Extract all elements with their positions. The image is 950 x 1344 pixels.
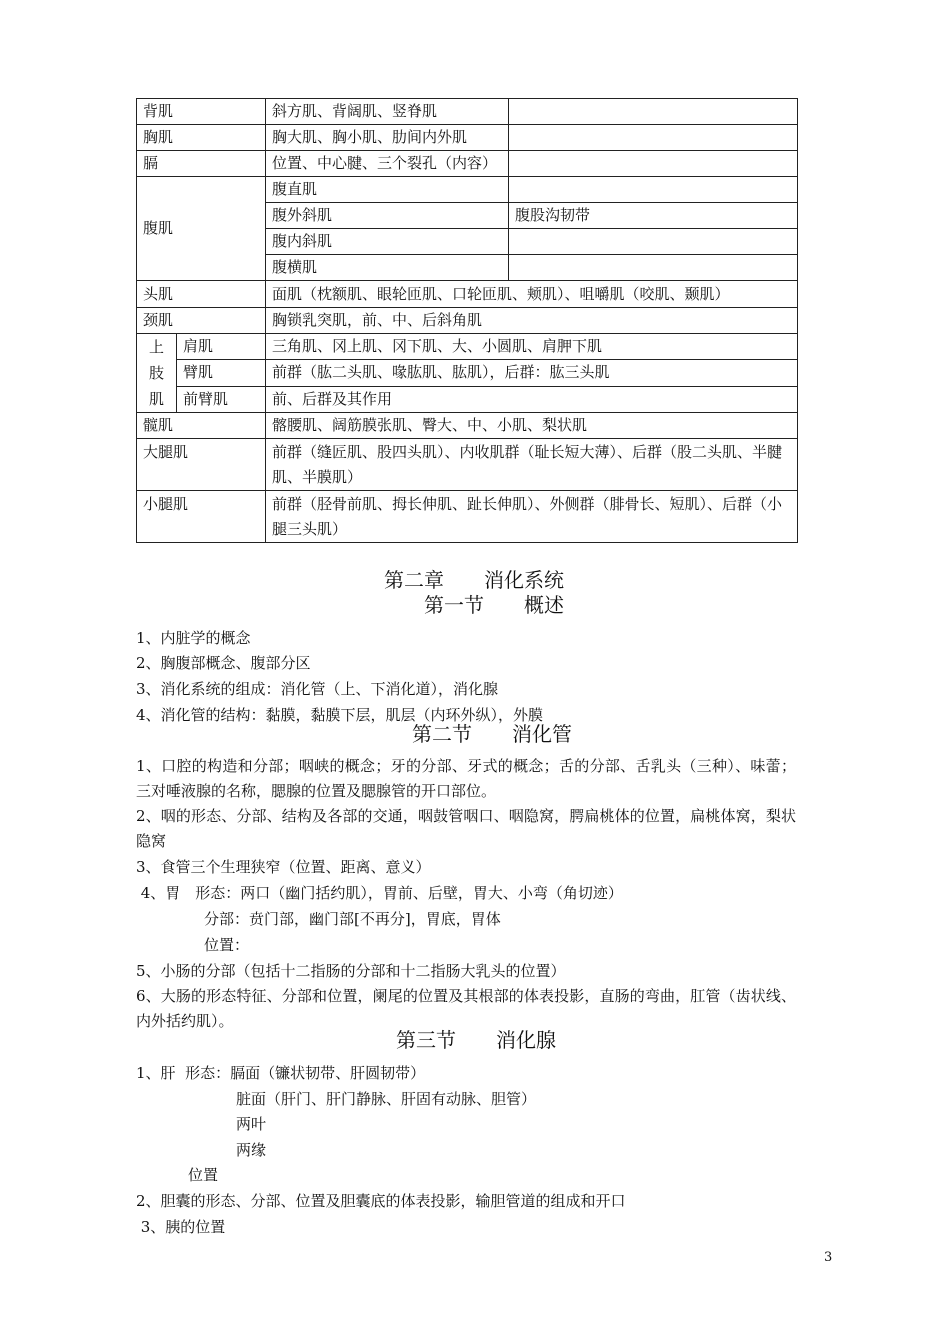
muscle-extra	[509, 177, 798, 203]
list-item: 脏面（肝门、肝门静脉、肝固有动脉、胆管）	[236, 1090, 537, 1108]
muscle-name: 大腿肌	[137, 439, 266, 491]
list-item: 2、胸腹部概念、腹部分区	[136, 654, 311, 672]
muscle-name: 前臂肌	[177, 386, 266, 412]
muscle-content: 胸锁乳突肌，前、中、后斜角肌	[266, 308, 798, 334]
upper-limb-char: 肌	[148, 390, 164, 408]
list-item: 5、小肠的分部（包括十二指肠的分部和十二指肠大乳头的位置）	[136, 962, 566, 980]
muscle-name: 腹肌	[137, 177, 266, 281]
list-item: 2、胆囊的形态、分部、位置及胆囊底的体表投影，输胆管道的组成和开口	[136, 1192, 626, 1210]
list-item: 4、消化管的结构：黏膜，黏膜下层，肌层（内环外纵），外膜	[136, 706, 544, 724]
list-item: 1、内脏学的概念	[136, 629, 251, 647]
muscle-content: 三角肌、冈上肌、冈下肌、大、小圆肌、肩胛下肌	[266, 334, 798, 360]
paragraph: 2、咽的形态、分部、结构及各部的交通，咽鼓管咽口、咽隐窝，腭扁桃体的位置，扁桃体窝，梨状隐窝	[136, 807, 796, 850]
paragraph: 6、大肠的形态特征、分部和位置，阑尾的位置及其根部的体表投影，直肠的弯曲，肛管（齿状线、内外括约肌）。	[136, 987, 796, 1030]
list-item: 1、肝 形态：膈面（镰状韧带、肝圆韧带）	[136, 1064, 426, 1082]
upper-limb-char: 肢	[148, 364, 164, 382]
table-row	[137, 413, 798, 439]
muscle-name: 颈肌	[137, 308, 266, 334]
section-title: 第三节 消化腺	[396, 1028, 556, 1052]
muscle-content: 胸大肌、胸小肌、肋间内外肌	[266, 125, 509, 151]
muscle-content: 髂腰肌、阔筋膜张肌、臀大、中、小肌、梨状肌	[266, 413, 798, 439]
table-row	[137, 99, 798, 125]
muscle-content: 位置、中心腱、三个裂孔（内容）	[266, 151, 509, 177]
muscle-extra: 腹股沟韧带	[509, 203, 798, 229]
table-row	[137, 151, 798, 177]
muscle-content: 腹横肌	[266, 255, 509, 281]
muscle-name: 头肌	[137, 281, 266, 308]
muscle-name: 臂肌	[177, 360, 266, 386]
muscle-extra	[509, 229, 798, 255]
muscle-name: 膈	[137, 151, 266, 177]
muscle-name: 背肌	[137, 99, 266, 125]
list-item: 分部：贲门部，幽门部[不再分]，胃底，胃体	[204, 910, 501, 928]
list-item: 位置	[188, 1166, 219, 1184]
table-row	[137, 308, 798, 334]
muscle-name: 小腿肌	[137, 491, 266, 543]
muscle-extra	[509, 125, 798, 151]
muscle-content: 前群（缝匠肌、股四头肌）、内收肌群（耻长短大薄）、后群（股二头肌、半腱肌、半膜肌）	[266, 439, 798, 491]
muscle-extra	[509, 99, 798, 125]
table-row	[137, 439, 798, 491]
upper-limb-char: 上	[148, 338, 164, 356]
muscle-table	[136, 98, 798, 543]
muscle-name: 胸肌	[137, 125, 266, 151]
muscle-content: 腹内斜肌	[266, 229, 509, 255]
muscle-content: 面肌（枕额肌、眼轮匝肌、口轮匝肌、颊肌）、咀嚼肌（咬肌、颞肌）	[266, 281, 798, 308]
muscle-content: 前群（肱二头肌、喙肱肌、肱肌），后群：肱三头肌	[266, 360, 798, 386]
muscle-extra	[509, 151, 798, 177]
muscle-name: 肩肌	[177, 334, 266, 360]
muscle-content: 斜方肌、背阔肌、竖脊肌	[266, 99, 509, 125]
muscle-content: 前、后群及其作用	[266, 386, 798, 412]
list-item: 两缘	[236, 1141, 267, 1159]
table-row	[137, 281, 798, 308]
upper-limb-group-label	[137, 334, 177, 413]
list-item: 4、胃 形态：两口（幽门括约肌），胃前、后壁，胃大、小弯（角切迹）	[136, 884, 623, 902]
list-item: 3、消化系统的组成：消化管（上、下消化道），消化腺	[136, 680, 499, 698]
list-item: 3、食管三个生理狭窄（位置、距离、意义）	[136, 858, 431, 876]
table-row	[137, 334, 798, 360]
muscle-extra	[509, 255, 798, 281]
table-row	[137, 125, 798, 151]
muscle-content: 腹外斜肌	[266, 203, 509, 229]
section-title: 第一节 概述	[424, 593, 564, 617]
muscle-name: 髋肌	[137, 413, 266, 439]
list-item: 位置：	[204, 936, 250, 954]
muscle-content: 前群（胫骨前肌、拇长伸肌、趾长伸肌）、外侧群（腓骨长、短肌）、后群（小腿三头肌）	[266, 491, 798, 543]
table-row	[137, 491, 798, 543]
table-row	[137, 360, 798, 386]
table-row	[137, 177, 798, 203]
table-row	[137, 386, 798, 412]
paragraph: 1、口腔的构造和分部；咽峡的概念；牙的分部、牙式的概念；舌的分部、舌乳头（三种）、味蕾；三对唾液腺的名称，腮腺的位置及腮腺管的开口部位。	[136, 757, 796, 800]
list-item: 3、胰的位置	[136, 1218, 226, 1236]
muscle-content: 腹直肌	[266, 177, 509, 203]
list-item: 两叶	[236, 1115, 267, 1133]
section-title: 第二节 消化管	[412, 722, 572, 746]
page-number: 3	[824, 1250, 833, 1265]
chapter-title: 第二章 消化系统	[384, 568, 564, 592]
